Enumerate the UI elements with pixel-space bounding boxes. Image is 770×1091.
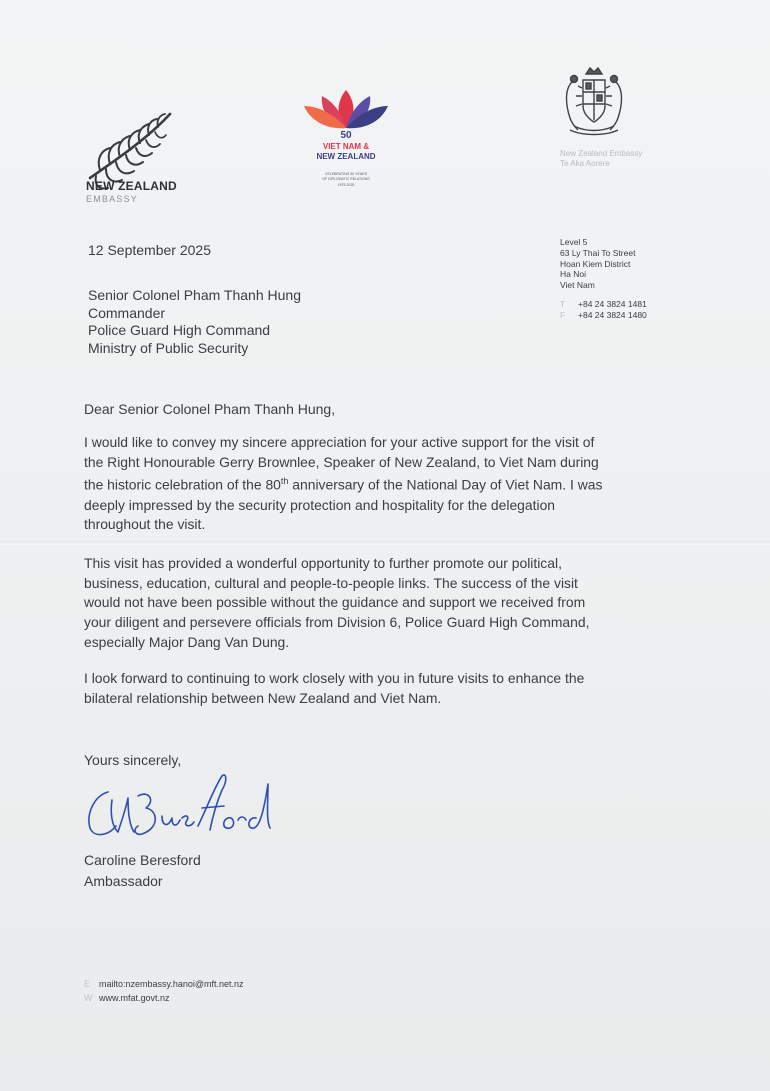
footer-email-row: [84, 979, 244, 989]
fax-row: [560, 310, 647, 321]
paragraph-line: especially Major Dang Van Dung.: [84, 633, 290, 650]
paragraph-line: your diligent and persevere officials from Division 6, Police Guard High Command,: [84, 614, 590, 631]
anniversary-caption-1: CELEBRATING 50 YEARS: [324, 172, 368, 176]
footer-email[interactable]: mailto:nzembassy.hanoi@mft.net.nz: [99, 979, 244, 989]
paragraph-line: This visit has provided a wonderful opportunity to further promote our political,: [84, 555, 562, 571]
paragraph-line: throughout the visit.: [84, 516, 206, 533]
coat-of-arms-icon: [556, 66, 632, 138]
letter-date: 12 September 2025: [88, 242, 211, 258]
paragraph-line: [84, 472, 602, 495]
address-line: Ha Noi: [560, 269, 586, 280]
phone-number: +84 24 3824 1481: [578, 299, 647, 309]
anniversary-line-2: NEW ZEALAND: [316, 152, 376, 161]
anniversary-caption-2: OF DIPLOMATIC RELATIONS: [322, 177, 370, 181]
footer-web-row: [84, 993, 170, 1003]
embassy-phones: [560, 299, 647, 321]
embassy-name-english: New Zealand Embassy: [560, 149, 643, 158]
recipient-line: Commander: [88, 304, 166, 321]
recipient-line: Police Guard High Command: [88, 322, 271, 339]
fax-label: F: [560, 309, 566, 320]
recipient-line: Senior Colonel Pham Thanh Hung: [88, 287, 301, 303]
recipient-block: [88, 287, 301, 357]
address-line: 63 Ly Thai To Street: [560, 247, 636, 258]
email-label: E: [84, 979, 91, 989]
footer-website[interactable]: www.mfat.govt.nz: [99, 993, 170, 1003]
paragraph-line: bilateral relationship between New Zealand and Viet Nam.: [84, 689, 442, 706]
embassy-address: [560, 237, 635, 291]
paper-fold: [0, 541, 770, 545]
embassy-name-maori: Te Aka Aorere: [560, 159, 610, 168]
body-paragraph-2: [84, 554, 589, 653]
signer-name: Caroline Beresford: [84, 852, 201, 868]
body-paragraph-1: [84, 433, 602, 535]
phone-label: T: [560, 299, 566, 309]
address-line: Viet Nam: [560, 280, 595, 291]
closing: Yours sincerely,: [84, 752, 182, 768]
nz-embassy-subtitle: EMBASSY: [86, 194, 138, 204]
address-line: Hoan Kiem District: [560, 258, 631, 269]
paragraph-line: would not have been possible without the guidance and support we received from: [84, 594, 586, 611]
recipient-line: Ministry of Public Security: [88, 339, 249, 356]
address-line: Level 5: [560, 237, 588, 247]
signer-title: Ambassador: [84, 873, 163, 889]
phone-row: [560, 299, 647, 310]
paragraph-line: I would like to convey my sincere appreciation for your active support for the visit of: [84, 434, 595, 450]
handwritten-signature: [82, 770, 282, 850]
web-label: W: [84, 993, 93, 1003]
anniversary-line-1: VIET NAM &: [322, 142, 370, 151]
anniversary-number: 50: [340, 130, 352, 141]
paragraph-text: anniversary of the National Day of Viet Nam. I was: [288, 477, 603, 494]
paragraph-line: I look forward to continuing to work closely with you in future visits to enhance the: [84, 670, 585, 686]
ordinal-suffix: th: [280, 476, 289, 487]
salutation: Dear Senior Colonel Pham Thanh Hung,: [84, 401, 336, 417]
nz-embassy-name: NEW ZEALAND: [86, 179, 177, 193]
paragraph-line: deeply impressed by the security protection and hospitality for the delegation: [84, 496, 556, 513]
body-paragraph-3: [84, 669, 584, 708]
paragraph-line: the Right Honourable Gerry Brownlee, Speaker of New Zealand, to Viet Nam during: [84, 453, 599, 470]
paragraph-text: the historic celebration of the 80: [84, 477, 281, 494]
paragraph-line: business, education, cultural and people-to-people links. The success of the visit: [84, 574, 578, 591]
fax-number: +84 24 3824 1480: [578, 309, 647, 320]
anniversary-caption-3: 1975-2025: [337, 183, 355, 187]
